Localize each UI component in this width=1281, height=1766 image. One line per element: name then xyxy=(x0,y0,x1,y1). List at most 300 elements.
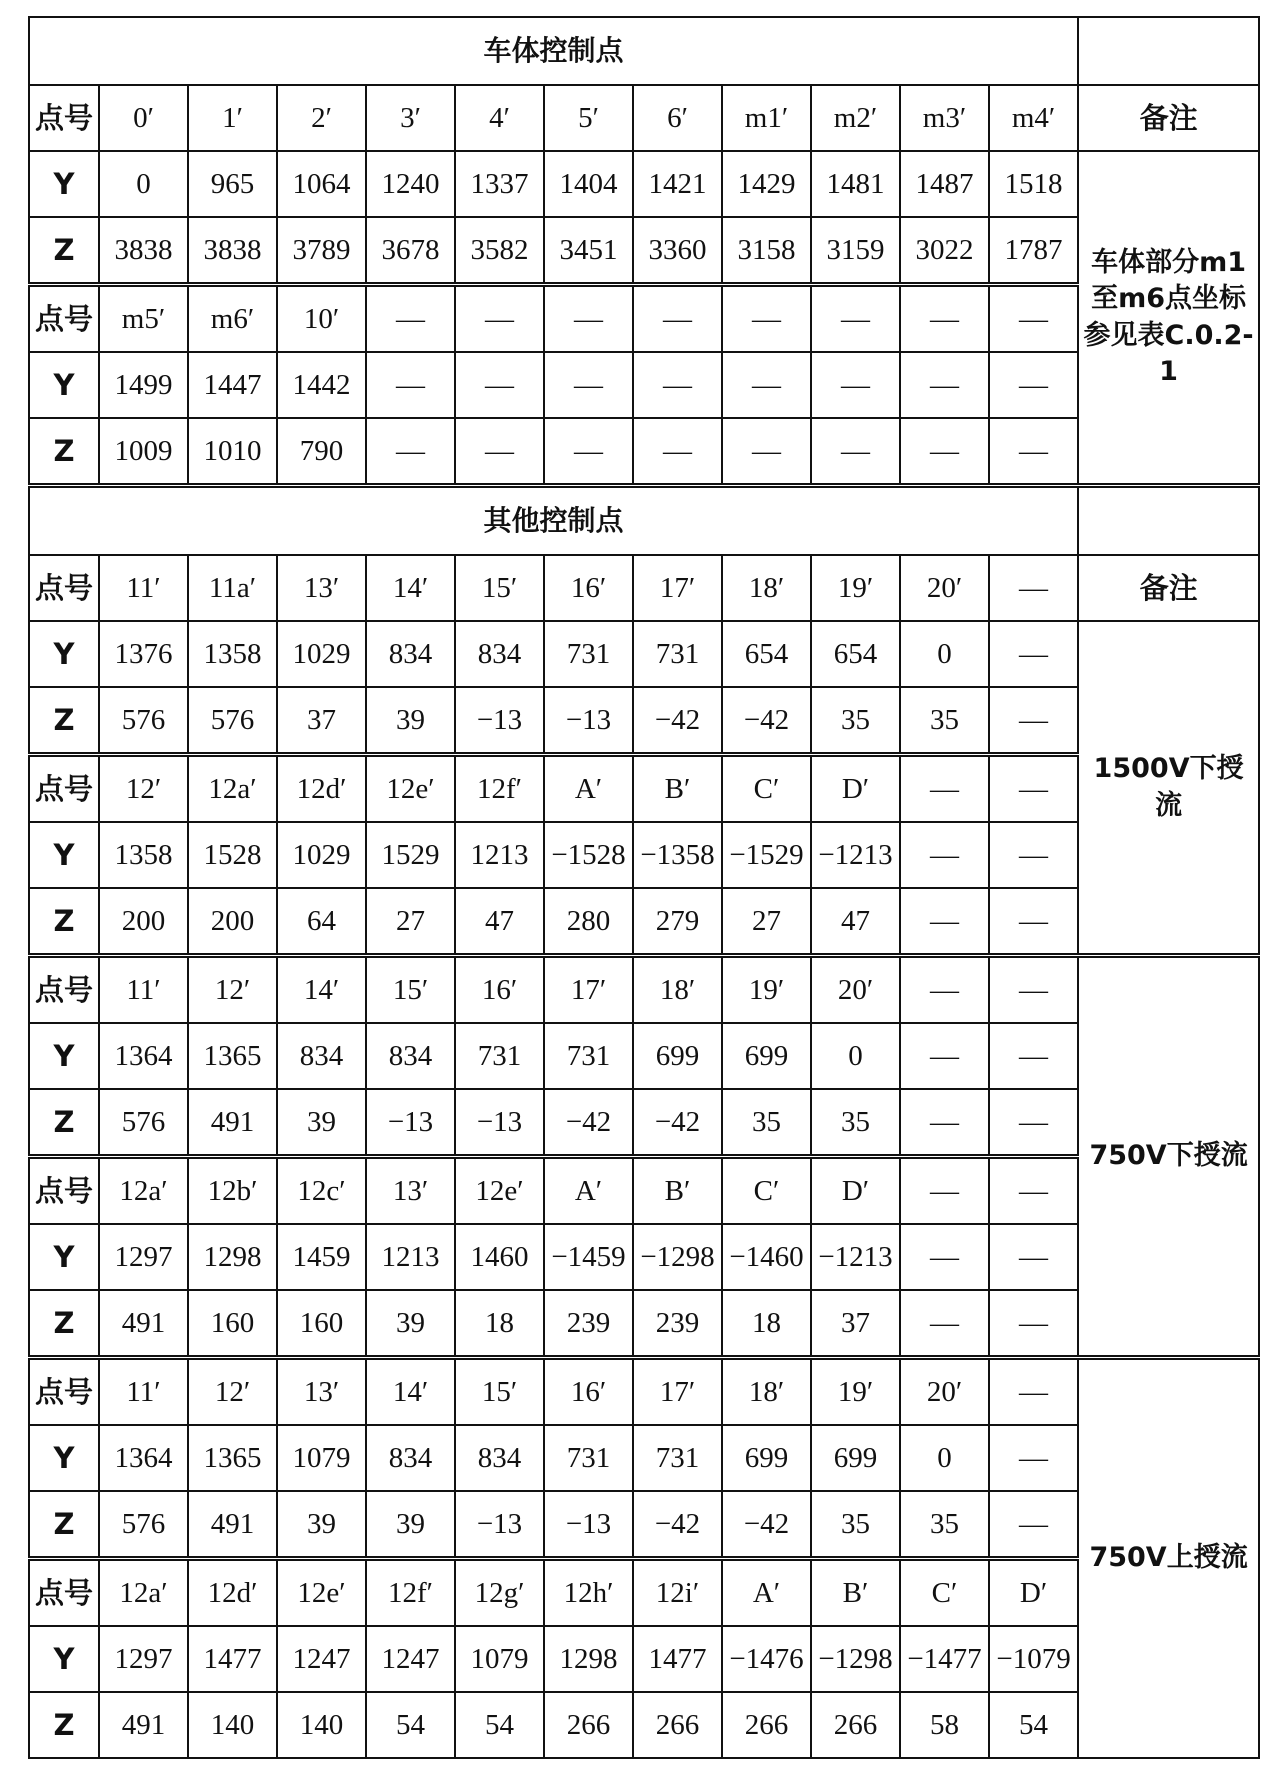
z-value-cell: 3838 xyxy=(99,217,188,285)
point-number-cell: 12e′ xyxy=(366,755,455,823)
z-value-cell: — xyxy=(989,1089,1078,1157)
point-number-cell: 12′ xyxy=(99,755,188,823)
z-value-cell: 39 xyxy=(366,687,455,755)
z-value-cell: 27 xyxy=(366,888,455,956)
y-coordinate-row xyxy=(29,621,1259,687)
y-label: Y xyxy=(29,151,99,217)
z-value-cell: 47 xyxy=(811,888,900,956)
note-header: 备注 xyxy=(1078,85,1259,151)
z-value-cell: −13 xyxy=(544,687,633,755)
point-number-cell: A′ xyxy=(544,755,633,823)
y-value-cell: — xyxy=(989,1023,1078,1089)
z-value-cell: 491 xyxy=(188,1491,277,1559)
point-number-cell: D′ xyxy=(811,755,900,823)
z-value-cell: 3838 xyxy=(188,217,277,285)
z-value-cell: 266 xyxy=(722,1692,811,1758)
y-coordinate-row xyxy=(29,151,1259,217)
point-number-cell: — xyxy=(989,956,1078,1024)
z-value-cell: 35 xyxy=(722,1089,811,1157)
point-number-cell: m4′ xyxy=(989,85,1078,151)
point-number-cell: 5′ xyxy=(544,85,633,151)
point-number-cell: 10′ xyxy=(277,285,366,353)
y-value-cell: 1079 xyxy=(455,1626,544,1692)
section-title-row xyxy=(29,17,1259,85)
point-number-cell: — xyxy=(722,285,811,353)
point-number-cell: 12′ xyxy=(188,1358,277,1426)
z-value-cell: 266 xyxy=(633,1692,722,1758)
y-value-cell: — xyxy=(989,352,1078,418)
z-coordinate-row xyxy=(29,1692,1259,1758)
point-number-row xyxy=(29,956,1259,1024)
y-value-cell: 1487 xyxy=(900,151,989,217)
point-number-cell: 12′ xyxy=(188,956,277,1024)
y-value-cell: 1499 xyxy=(99,352,188,418)
y-value-cell: 1364 xyxy=(99,1425,188,1491)
point-number-cell: 12f′ xyxy=(455,755,544,823)
point-number-cell: 14′ xyxy=(277,956,366,1024)
z-label: Z xyxy=(29,418,99,486)
point-number-cell: — xyxy=(633,285,722,353)
point-number-cell: 15′ xyxy=(366,956,455,1024)
point-number-cell: 19′ xyxy=(811,1358,900,1426)
y-value-cell: 1298 xyxy=(544,1626,633,1692)
z-value-cell: 576 xyxy=(99,1089,188,1157)
z-value-cell: −42 xyxy=(633,1491,722,1559)
z-label: Z xyxy=(29,687,99,755)
note-text: 750V下授流 xyxy=(1078,956,1259,1358)
y-value-cell: — xyxy=(633,352,722,418)
z-value-cell: 491 xyxy=(99,1692,188,1758)
z-value-cell: 491 xyxy=(99,1290,188,1358)
y-value-cell: 1064 xyxy=(277,151,366,217)
point-number-cell: 13′ xyxy=(277,1358,366,1426)
y-value-cell: 1247 xyxy=(277,1626,366,1692)
z-value-cell: 54 xyxy=(455,1692,544,1758)
y-value-cell: — xyxy=(544,352,633,418)
y-value-cell: −1529 xyxy=(722,822,811,888)
point-number-cell: 11′ xyxy=(99,1358,188,1426)
point-number-cell: C′ xyxy=(722,755,811,823)
y-value-cell: −1079 xyxy=(989,1626,1078,1692)
note-column-blank xyxy=(1078,486,1259,556)
point-number-cell: m2′ xyxy=(811,85,900,151)
point-number-cell: m5′ xyxy=(99,285,188,353)
z-value-cell: — xyxy=(900,1290,989,1358)
z-value-cell: 54 xyxy=(989,1692,1078,1758)
y-value-cell: 699 xyxy=(722,1023,811,1089)
z-value-cell: 54 xyxy=(366,1692,455,1758)
section-title: 其他控制点 xyxy=(29,486,1078,556)
point-number-cell: — xyxy=(989,555,1078,621)
point-number-cell: 12g′ xyxy=(455,1559,544,1627)
point-number-cell: 12d′ xyxy=(188,1559,277,1627)
z-value-cell: 35 xyxy=(900,687,989,755)
point-number-cell: 16′ xyxy=(544,555,633,621)
point-number-cell: 1′ xyxy=(188,85,277,151)
z-value-cell: 491 xyxy=(188,1089,277,1157)
z-value-cell: 18 xyxy=(455,1290,544,1358)
point-number-cell: C′ xyxy=(900,1559,989,1627)
z-value-cell: 3451 xyxy=(544,217,633,285)
section-title: 车体控制点 xyxy=(29,17,1078,85)
point-number-cell: m3′ xyxy=(900,85,989,151)
point-number-label: 点号 xyxy=(29,85,99,151)
z-value-cell: 58 xyxy=(900,1692,989,1758)
z-value-cell: −42 xyxy=(633,687,722,755)
point-number-cell: 12c′ xyxy=(277,1157,366,1225)
y-value-cell: 1404 xyxy=(544,151,633,217)
point-number-row xyxy=(29,1559,1259,1627)
y-label: Y xyxy=(29,822,99,888)
point-number-row xyxy=(29,1157,1259,1225)
y-value-cell: 1421 xyxy=(633,151,722,217)
point-number-cell: — xyxy=(900,956,989,1024)
y-value-cell: 1364 xyxy=(99,1023,188,1089)
z-label: Z xyxy=(29,217,99,285)
y-label: Y xyxy=(29,1023,99,1089)
point-number-cell: 13′ xyxy=(277,555,366,621)
point-number-cell: 20′ xyxy=(900,1358,989,1426)
y-value-cell: 699 xyxy=(633,1023,722,1089)
z-value-cell: 39 xyxy=(277,1089,366,1157)
y-value-cell: — xyxy=(366,352,455,418)
y-value-cell: 1528 xyxy=(188,822,277,888)
point-number-cell: — xyxy=(366,285,455,353)
z-value-cell: — xyxy=(633,418,722,486)
point-number-label: 点号 xyxy=(29,1157,99,1225)
y-value-cell: 1297 xyxy=(99,1224,188,1290)
z-value-cell: 266 xyxy=(811,1692,900,1758)
z-value-cell: 279 xyxy=(633,888,722,956)
z-value-cell: 1009 xyxy=(99,418,188,486)
y-value-cell: — xyxy=(811,352,900,418)
y-value-cell: 731 xyxy=(544,621,633,687)
y-value-cell: 1213 xyxy=(455,822,544,888)
z-value-cell: 266 xyxy=(544,1692,633,1758)
point-number-cell: B′ xyxy=(633,1157,722,1225)
y-value-cell: −1298 xyxy=(633,1224,722,1290)
point-number-cell: 15′ xyxy=(455,1358,544,1426)
z-value-cell: — xyxy=(900,1089,989,1157)
y-value-cell: −1476 xyxy=(722,1626,811,1692)
point-number-cell: — xyxy=(811,285,900,353)
y-value-cell: 1079 xyxy=(277,1425,366,1491)
point-number-cell: 11′ xyxy=(99,956,188,1024)
y-coordinate-row xyxy=(29,822,1259,888)
z-label: Z xyxy=(29,1290,99,1358)
note-column-blank xyxy=(1078,17,1259,85)
y-value-cell: — xyxy=(989,822,1078,888)
point-number-cell: m6′ xyxy=(188,285,277,353)
z-coordinate-row xyxy=(29,1290,1259,1358)
y-label: Y xyxy=(29,1224,99,1290)
point-number-cell: 15′ xyxy=(455,555,544,621)
z-value-cell: — xyxy=(722,418,811,486)
y-value-cell: 1358 xyxy=(188,621,277,687)
y-coordinate-row xyxy=(29,1626,1259,1692)
z-value-cell: 1787 xyxy=(989,217,1078,285)
z-coordinate-row xyxy=(29,888,1259,956)
z-value-cell: 200 xyxy=(188,888,277,956)
z-value-cell: 140 xyxy=(277,1692,366,1758)
y-value-cell: 0 xyxy=(99,151,188,217)
y-value-cell: 1297 xyxy=(99,1626,188,1692)
note-header: 备注 xyxy=(1078,555,1259,621)
y-value-cell: 1240 xyxy=(366,151,455,217)
z-value-cell: 140 xyxy=(188,1692,277,1758)
z-value-cell: 39 xyxy=(366,1491,455,1559)
y-value-cell: — xyxy=(900,1224,989,1290)
y-value-cell: 1481 xyxy=(811,151,900,217)
point-number-label: 点号 xyxy=(29,285,99,353)
point-number-cell: — xyxy=(989,285,1078,353)
z-value-cell: −13 xyxy=(455,1089,544,1157)
y-value-cell: 0 xyxy=(900,621,989,687)
z-value-cell: −42 xyxy=(633,1089,722,1157)
point-number-cell: 17′ xyxy=(633,1358,722,1426)
y-value-cell: −1459 xyxy=(544,1224,633,1290)
point-number-label: 点号 xyxy=(29,1559,99,1627)
y-value-cell: 1298 xyxy=(188,1224,277,1290)
y-value-cell: — xyxy=(989,1224,1078,1290)
y-value-cell: 1358 xyxy=(99,822,188,888)
y-value-cell: −1213 xyxy=(811,1224,900,1290)
point-number-cell: 17′ xyxy=(633,555,722,621)
point-number-cell: 14′ xyxy=(366,555,455,621)
y-label: Y xyxy=(29,1626,99,1692)
point-number-cell: — xyxy=(989,1358,1078,1426)
y-label: Y xyxy=(29,1425,99,1491)
point-number-cell: 12e′ xyxy=(277,1559,366,1627)
control-points-table-body xyxy=(29,17,1259,1758)
y-value-cell: 731 xyxy=(633,1425,722,1491)
y-value-cell: — xyxy=(900,1023,989,1089)
y-value-cell: 1247 xyxy=(366,1626,455,1692)
point-number-cell: 3′ xyxy=(366,85,455,151)
z-value-cell: 790 xyxy=(277,418,366,486)
note-text: 1500V下授流 xyxy=(1078,621,1259,956)
z-value-cell: −13 xyxy=(455,1491,544,1559)
z-value-cell: 64 xyxy=(277,888,366,956)
point-number-label: 点号 xyxy=(29,555,99,621)
z-value-cell: −42 xyxy=(544,1089,633,1157)
y-value-cell: 731 xyxy=(633,621,722,687)
z-coordinate-row xyxy=(29,217,1259,285)
y-value-cell: 1029 xyxy=(277,621,366,687)
point-number-cell: A′ xyxy=(722,1559,811,1627)
y-label: Y xyxy=(29,621,99,687)
z-value-cell: 35 xyxy=(900,1491,989,1559)
point-number-cell: D′ xyxy=(989,1559,1078,1627)
z-value-cell: 27 xyxy=(722,888,811,956)
point-number-cell: m1′ xyxy=(722,85,811,151)
y-value-cell: 0 xyxy=(900,1425,989,1491)
note-text: 750V上授流 xyxy=(1078,1358,1259,1759)
z-value-cell: −13 xyxy=(455,687,544,755)
point-number-cell: 16′ xyxy=(455,956,544,1024)
y-value-cell: 731 xyxy=(544,1023,633,1089)
y-value-cell: 1337 xyxy=(455,151,544,217)
z-value-cell: — xyxy=(811,418,900,486)
z-value-cell: 3159 xyxy=(811,217,900,285)
z-value-cell: 37 xyxy=(811,1290,900,1358)
point-number-cell: 19′ xyxy=(811,555,900,621)
y-value-cell: — xyxy=(989,621,1078,687)
point-number-cell: 2′ xyxy=(277,85,366,151)
z-value-cell: 576 xyxy=(188,687,277,755)
point-number-cell: 18′ xyxy=(722,555,811,621)
z-value-cell: 39 xyxy=(277,1491,366,1559)
y-value-cell: 1477 xyxy=(188,1626,277,1692)
point-number-cell: D′ xyxy=(811,1157,900,1225)
point-number-cell: 6′ xyxy=(633,85,722,151)
point-number-cell: B′ xyxy=(633,755,722,823)
point-number-cell: 4′ xyxy=(455,85,544,151)
z-value-cell: −42 xyxy=(722,1491,811,1559)
z-value-cell: 280 xyxy=(544,888,633,956)
point-number-cell: 20′ xyxy=(811,956,900,1024)
y-value-cell: 654 xyxy=(811,621,900,687)
z-coordinate-row xyxy=(29,1089,1259,1157)
control-points-table xyxy=(28,16,1260,1759)
z-coordinate-row xyxy=(29,1491,1259,1559)
y-value-cell: 699 xyxy=(811,1425,900,1491)
z-label: Z xyxy=(29,1089,99,1157)
z-value-cell: 576 xyxy=(99,687,188,755)
section-title-row xyxy=(29,486,1259,556)
z-value-cell: — xyxy=(455,418,544,486)
point-number-cell: 0′ xyxy=(99,85,188,151)
point-number-cell: A′ xyxy=(544,1157,633,1225)
y-value-cell: 1429 xyxy=(722,151,811,217)
point-number-cell: — xyxy=(455,285,544,353)
point-number-cell: 12a′ xyxy=(99,1559,188,1627)
point-number-cell: 12h′ xyxy=(544,1559,633,1627)
z-value-cell: 576 xyxy=(99,1491,188,1559)
y-value-cell: 1477 xyxy=(633,1626,722,1692)
y-value-cell: 834 xyxy=(366,621,455,687)
note-text: 车体部分m1至m6点坐标参见表C.0.2-1 xyxy=(1078,151,1259,486)
y-value-cell: 1447 xyxy=(188,352,277,418)
z-value-cell: — xyxy=(544,418,633,486)
z-value-cell: 35 xyxy=(811,1089,900,1157)
point-number-cell: 11a′ xyxy=(188,555,277,621)
point-number-cell: 12d′ xyxy=(277,755,366,823)
y-value-cell: 1213 xyxy=(366,1224,455,1290)
z-value-cell: — xyxy=(900,418,989,486)
y-value-cell: 834 xyxy=(366,1023,455,1089)
y-value-cell: 1029 xyxy=(277,822,366,888)
point-number-label: 点号 xyxy=(29,755,99,823)
point-number-cell: 12e′ xyxy=(455,1157,544,1225)
point-number-row xyxy=(29,1358,1259,1426)
point-number-cell: 12i′ xyxy=(633,1559,722,1627)
y-value-cell: 834 xyxy=(366,1425,455,1491)
point-number-cell: C′ xyxy=(722,1157,811,1225)
z-value-cell: 160 xyxy=(188,1290,277,1358)
point-number-cell: — xyxy=(989,755,1078,823)
z-value-cell: 3789 xyxy=(277,217,366,285)
y-value-cell: −1460 xyxy=(722,1224,811,1290)
y-coordinate-row xyxy=(29,1425,1259,1491)
point-number-cell: 12a′ xyxy=(188,755,277,823)
z-value-cell: — xyxy=(989,1290,1078,1358)
point-number-cell: 12a′ xyxy=(99,1157,188,1225)
y-value-cell: — xyxy=(722,352,811,418)
z-coordinate-row xyxy=(29,418,1259,486)
z-value-cell: 239 xyxy=(544,1290,633,1358)
z-value-cell: 239 xyxy=(633,1290,722,1358)
y-value-cell: −1477 xyxy=(900,1626,989,1692)
point-number-cell: 18′ xyxy=(633,956,722,1024)
point-number-cell: — xyxy=(900,755,989,823)
z-value-cell: 3678 xyxy=(366,217,455,285)
z-value-cell: 37 xyxy=(277,687,366,755)
y-value-cell: — xyxy=(900,822,989,888)
y-value-cell: 834 xyxy=(455,1425,544,1491)
y-value-cell: 731 xyxy=(544,1425,633,1491)
z-value-cell: 39 xyxy=(366,1290,455,1358)
y-value-cell: 1529 xyxy=(366,822,455,888)
y-value-cell: 834 xyxy=(455,621,544,687)
y-value-cell: −1358 xyxy=(633,822,722,888)
z-coordinate-row xyxy=(29,687,1259,755)
point-number-cell: — xyxy=(989,1157,1078,1225)
y-coordinate-row xyxy=(29,1023,1259,1089)
y-value-cell: 1459 xyxy=(277,1224,366,1290)
z-value-cell: 200 xyxy=(99,888,188,956)
z-value-cell: −13 xyxy=(366,1089,455,1157)
y-coordinate-row xyxy=(29,1224,1259,1290)
y-value-cell: 1376 xyxy=(99,621,188,687)
y-value-cell: — xyxy=(455,352,544,418)
z-label: Z xyxy=(29,1491,99,1559)
z-value-cell: 35 xyxy=(811,1491,900,1559)
z-value-cell: 3022 xyxy=(900,217,989,285)
z-label: Z xyxy=(29,888,99,956)
z-value-cell: 1010 xyxy=(188,418,277,486)
point-number-cell: 19′ xyxy=(722,956,811,1024)
y-value-cell: 0 xyxy=(811,1023,900,1089)
z-value-cell: 3582 xyxy=(455,217,544,285)
z-value-cell: 160 xyxy=(277,1290,366,1358)
z-label: Z xyxy=(29,1692,99,1758)
point-number-cell: 13′ xyxy=(366,1157,455,1225)
y-value-cell: — xyxy=(900,352,989,418)
z-value-cell: — xyxy=(366,418,455,486)
y-value-cell: −1213 xyxy=(811,822,900,888)
y-value-cell: 1460 xyxy=(455,1224,544,1290)
y-value-cell: 699 xyxy=(722,1425,811,1491)
y-coordinate-row xyxy=(29,352,1259,418)
point-number-cell: — xyxy=(900,285,989,353)
point-number-cell: B′ xyxy=(811,1559,900,1627)
y-value-cell: 1365 xyxy=(188,1425,277,1491)
point-number-row xyxy=(29,555,1259,621)
point-number-cell: — xyxy=(900,1157,989,1225)
y-value-cell: 731 xyxy=(455,1023,544,1089)
y-value-cell: 965 xyxy=(188,151,277,217)
z-value-cell: 3360 xyxy=(633,217,722,285)
point-number-cell: 18′ xyxy=(722,1358,811,1426)
y-value-cell: 654 xyxy=(722,621,811,687)
y-value-cell: 834 xyxy=(277,1023,366,1089)
point-number-row xyxy=(29,755,1259,823)
point-number-cell: 17′ xyxy=(544,956,633,1024)
z-value-cell: −42 xyxy=(722,687,811,755)
y-value-cell: 1518 xyxy=(989,151,1078,217)
point-number-label: 点号 xyxy=(29,956,99,1024)
